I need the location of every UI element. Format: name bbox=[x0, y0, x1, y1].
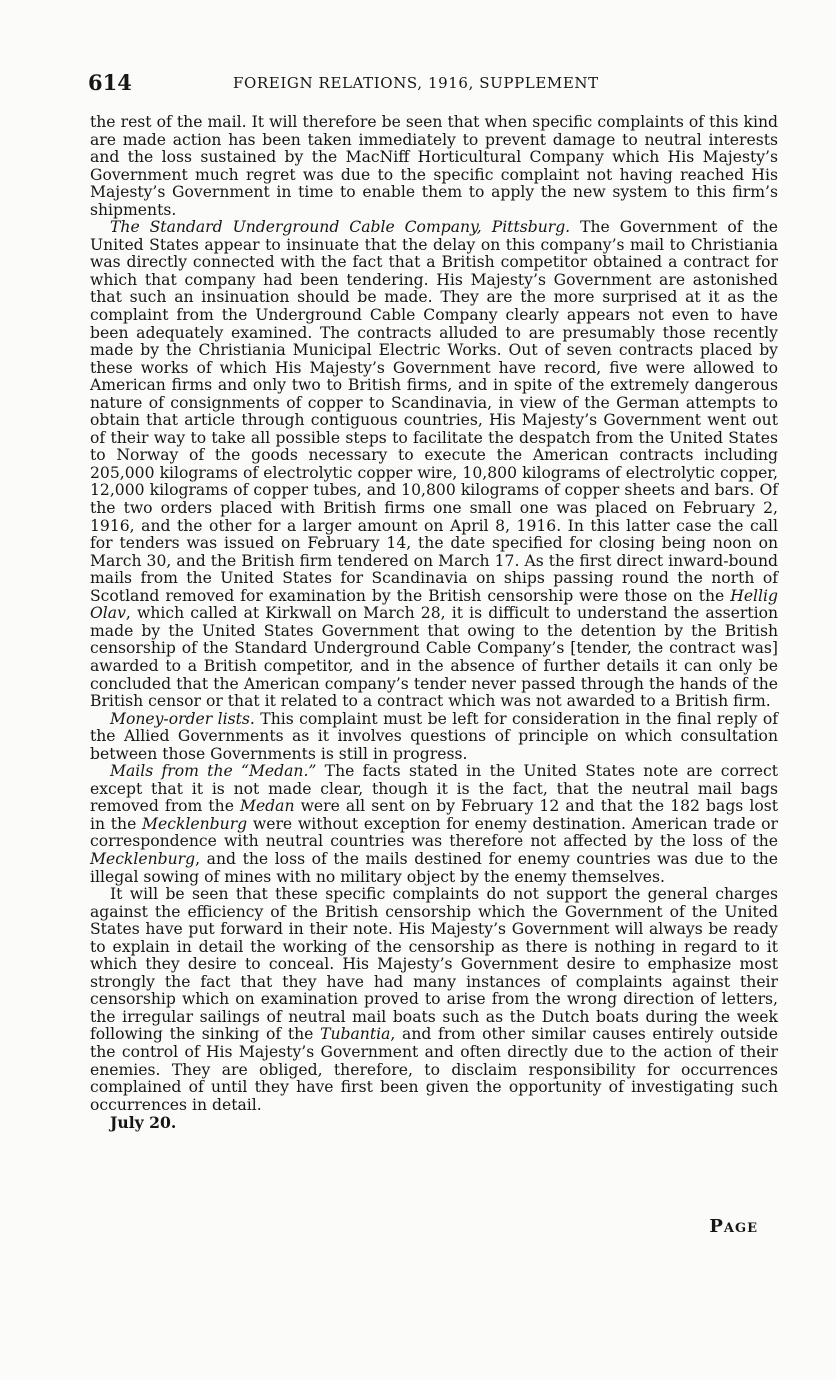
paragraph-conclusion bbox=[90, 886, 778, 1114]
paragraph-money-order bbox=[90, 711, 778, 764]
paragraph-text: , and from other similar causes entirely outside the control of His Majesty’s Government and often directly due to the action of their enemies. They are obliged, therefore, to disclaim responsibility for occurrences complained of until they have first been given the opportunity of investigating such occurrences in detail. bbox=[90, 1025, 778, 1114]
paragraph-text: The Government of the United States appear to insinuate that the delay on this company’s mail to Christiania was directly connected with the fact that a British competitor obtained a contract for which that company had been tendering. His Majesty’s Government are astonished that such an insinuation should be made. They are the more surprised at it as the complaint from the Underground Cable Company clearly appears not even to have been adequately examined. The contracts alluded to are presumably those recently made by the Christiania Municipal Electric Works. Out of seven contracts placed by these works of which His Majesty’s Government have record, five were allowed to American firms and only two to British firms, and in spite of the extremely dangerous nature of consignments of copper to Scandinavia, in view of the German attempts to obtain that article through contiguous countries, His Majesty’s Government went out of their way to take all possible steps to facilitate the despatch from the United States to Norway of the goods necessary to execute the American contracts including 205,000 kilograms of electrolytic copper wire, 10,800 kilograms of electrolytic copper, 12,000 kilograms of copper tubes, and 10,800 kilograms of copper sheets and bars. Of the two orders placed with British firms one small one was placed on February 2, 1916, and the other for a larger amount on April 8, 1916. In this latter case the call for tenders was issued on February 14, the date specified for closing being noon on March 30, and the British firm tendered on March 17. As the first direct inward-bound mails from the United States for Scandinavia on ships passing round the north of Scotland removed for examination by the British censorship were those on the bbox=[90, 218, 779, 605]
paragraph-cable-company bbox=[90, 219, 778, 710]
paragraph-text: were without exception for enemy destination. American trade or correspondence with neutral countries was therefore not affected by the loss of the bbox=[90, 814, 778, 851]
section-heading: The Standard Underground Cable Company, Pittsburg. bbox=[110, 218, 571, 237]
paragraph-medan bbox=[90, 763, 778, 886]
section-heading: Mails from the “Medan.” bbox=[110, 762, 317, 781]
date-line: July 20. bbox=[110, 1113, 177, 1133]
ship-name: Medan bbox=[239, 797, 295, 816]
ship-name: Mecklenburg bbox=[90, 849, 196, 868]
section-heading: Money-order lists. bbox=[110, 709, 255, 728]
page-header bbox=[88, 70, 778, 96]
paragraph-text: the rest of the mail. It will therefore be seen that when specific complaints of this kind are made action has been taken immediately to prevent damage to neutral interests and the loss sustained by the MacNiff Horticultural Company which His Majesty’s Government much regret was due to the specific complaint not having reached His Majesty’s Government in time to enable them to apply the new system to this firm’s shipments. bbox=[90, 113, 778, 219]
body-text bbox=[90, 114, 778, 1132]
page-number: 614 bbox=[88, 70, 132, 95]
ship-name: Hellig Olav bbox=[90, 586, 778, 623]
ship-name: Mecklenburg bbox=[142, 814, 248, 833]
paragraph-text: This complaint must be left for consideration in the final reply of the Allied Governments as it involves questions of principle on which consultation between those Governments is still in progress. bbox=[90, 709, 778, 763]
paragraph-continuation bbox=[90, 114, 778, 219]
ship-name: Tubantia bbox=[320, 1025, 391, 1044]
running-head: FOREIGN RELATIONS, 1916, SUPPLEMENT bbox=[233, 74, 599, 92]
paragraph-text: , and the loss of the mails destined for enemy countries was due to the illegal sowing of mines with no military object by the enemy themselves. bbox=[90, 849, 778, 886]
paragraph-text: It will be seen that these specific complaints do not support the general charges against the efficiency of the British censorship which the Government of the United States have put forward in their note. His Majesty’s Government will always be ready to explain in detail the working of the censorship as there is nothing in regard to it which they desire to conceal. His Majesty’s Government desire to emphasize most strongly the fact that they have had many instances of complaints against their censorship which on examination proved to arise from the wrong direction of letters, the irregular sailings of neutral mail boats such as the Dutch boats during the week following the sinking of the bbox=[90, 885, 778, 1044]
paragraph-text: were all sent on by February 12 and that the 182 bags lost in the bbox=[90, 797, 778, 833]
paragraph-text: The facts stated in the United States note are correct except that it is not made clear, though it is the fact, that the neutral mail bags removed from the bbox=[90, 762, 778, 816]
catchword: Page bbox=[709, 1216, 758, 1237]
paragraph-text: , which called at Kirkwall on March 28, it is difficult to understand the assertion made by the United States Government that owing to the detention by the British censorship of the Standard Underground Cable Company’s [tender, the contract was] awarded to a British competitor, and in the absence of further details it can only be concluded that the American company’s tender never passed through the hands of the British censor or that it related to a contract which was not awarded to a British firm. bbox=[90, 604, 778, 711]
